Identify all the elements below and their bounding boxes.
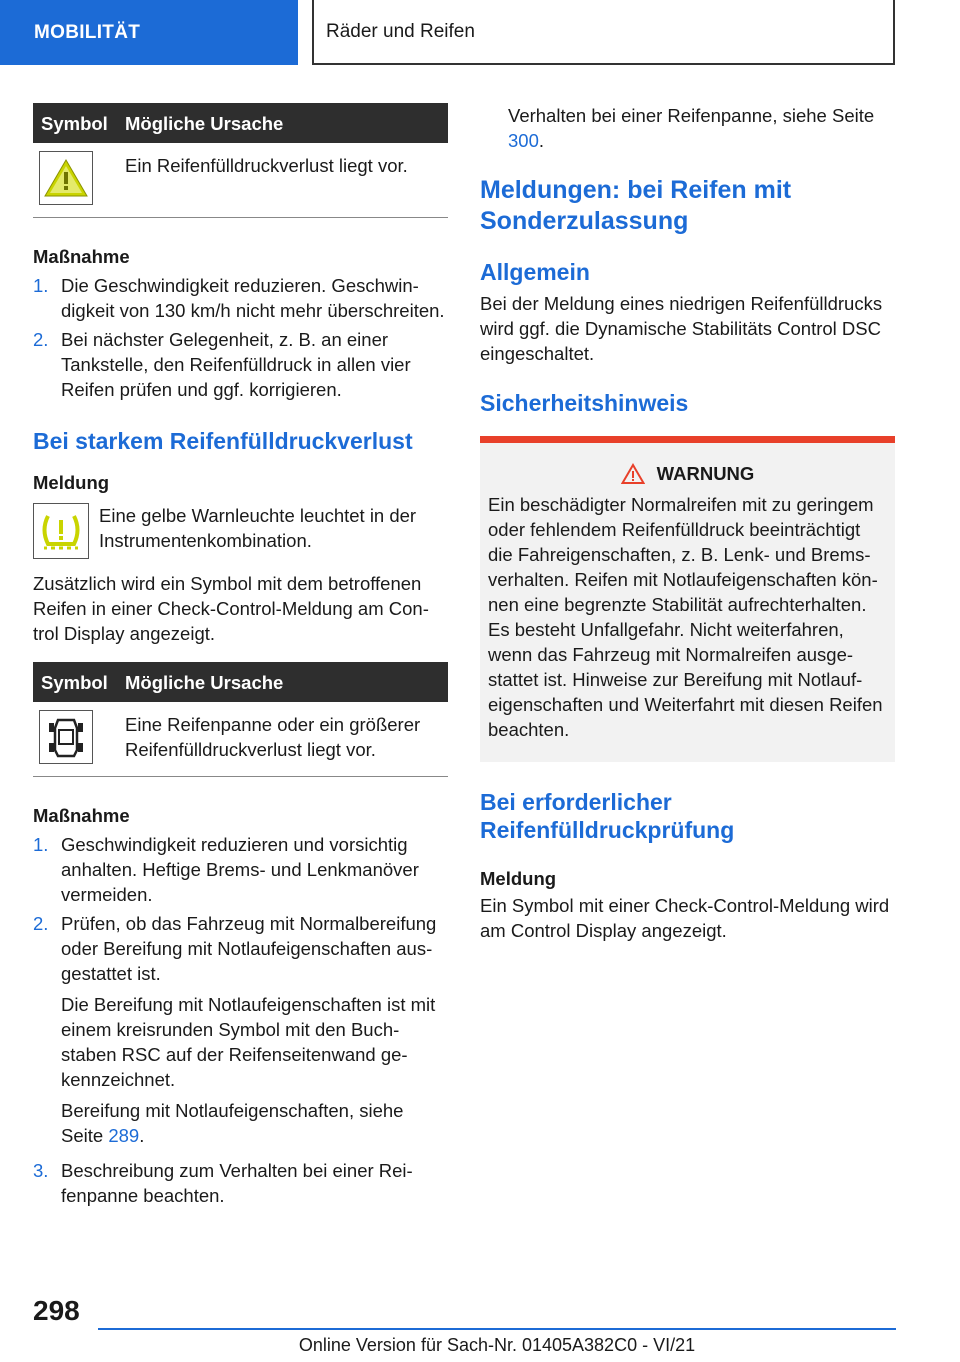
list-item: 3. Beschreibung zum Verhalten bei einer Reifenpanne beachten. xyxy=(33,1160,413,1206)
page-link-300[interactable]: 300 xyxy=(508,130,539,151)
table-row xyxy=(33,143,448,218)
action-heading: Maßnahme xyxy=(33,805,130,826)
left-column xyxy=(33,103,448,1208)
additional-text: Zusätzlich wird ein Symbol mit dem betroffenen Reifen in einer Check-Control-Meldung am Control Display angezeigt. xyxy=(33,573,429,644)
car-tires-icon xyxy=(39,710,93,764)
action-steps-1 xyxy=(33,273,448,402)
section-heading-heavy-loss: Bei starkem Reifenfülldruckverlust xyxy=(33,428,413,454)
message-text: Eine gelbe Warnleuchte leuchtet in der Instrumentenkombination. xyxy=(99,505,417,551)
action-heading: Maßnahme xyxy=(33,246,130,267)
check-message-text: Ein Symbol mit einer Check-Control-Meldung wird am Control Display angezeigt. xyxy=(480,895,890,941)
section-heading-safety: Sicherheitshinweis xyxy=(480,390,689,416)
warning-title: WARNUNG xyxy=(656,463,755,484)
warning-triangle-icon xyxy=(39,151,93,205)
column-header-symbol: Symbol xyxy=(41,112,108,134)
continuation-text: Verhalten bei einer Reifenpanne, siehe Seite 300. xyxy=(508,105,875,151)
warning-triangle-icon xyxy=(621,463,645,485)
cause-text: Eine Reifenpanne oder ein größerer Reifenfülldruckverlust liegt vor. xyxy=(125,714,421,760)
list-item: 2. Bei nächster Gelegenheit, z. B. an einer Tankstelle, den Reifenfülldruck in allen vier Reifen prüfen und ggf. korrigieren. xyxy=(33,329,411,400)
list-item: 2. Prüfen, ob das Fahrzeug mit Normalbereifung oder Bereifung mit Notlaufeigenschaften ausgestattet ist. Die Bereifung mit Notlaufeigenschaften ist mit einem kreisrunden Symbol mit den Buchstaben RSC auf der Reifenseitenwand gekennzeichnet. Bereifung mit Notlaufeigenschaften, siehe Seite 289. xyxy=(33,913,437,1146)
column-header-symbol: Symbol xyxy=(41,671,108,693)
header-chapter-title: Räder und Reifen xyxy=(312,0,895,65)
list-item: 1. Die Geschwindigkeit reduzieren. Geschwindigkeit von 130 km/h nicht mehr überschreiten. xyxy=(33,275,445,321)
tire-pressure-warning-icon xyxy=(33,503,89,559)
general-text: Bei der Meldung eines niedrigen Reifenfülldrucks wird ggf. die Dynamische Stabilitäts Control DSC eingeschaltet. xyxy=(480,293,883,364)
message-heading: Meldung xyxy=(480,868,557,889)
warning-text: Ein beschädigter Normalreifen mit zu geringem oder fehlendem Reifenfülldruck beeinträchtigt die Fahreigenschaften, z. B. Lenk- und Bremsverhalten. Reifen mit Notlaufeigenschaften können eine begrenzte Stabilität aufrechterhalten. Es besteht Unfallgefahr. Nicht weiterfahren, wenn das Fahrzeug mit Normalreifen ausgestattet ist. Hinweise zur Bereifung mit Notlaufeigenschaften und Weiterfahrt mit diesen Reifen beachten. xyxy=(488,494,883,740)
symbol-table-header xyxy=(33,662,448,702)
right-column xyxy=(480,103,895,943)
cause-text: Ein Reifenfülldruckverlust liegt vor. xyxy=(125,155,408,176)
header-section-label: MOBILITÄT xyxy=(0,0,298,65)
list-item: 1. Geschwindigkeit reduzieren und vorsichtig anhalten. Heftige Brems- und Lenkmanöver vermeiden. xyxy=(33,834,419,905)
column-header-cause: Mögliche Ursache xyxy=(125,671,284,693)
action-steps-2 xyxy=(33,832,448,1208)
page-number: 298 xyxy=(33,1295,80,1326)
main-heading: Meldungen: bei Reifen mit Sonderzulassung xyxy=(480,176,792,235)
warning-box xyxy=(480,436,895,762)
footer-version-text: Online Version für Sach-Nr. 01405A382C0 - VI/21 xyxy=(298,1335,696,1355)
page-link-289[interactable]: 289 xyxy=(108,1125,140,1146)
symbol-table-1 xyxy=(33,103,448,218)
message-heading: Meldung xyxy=(33,472,110,493)
footer-divider xyxy=(98,1328,896,1330)
symbol-table-header xyxy=(33,103,448,143)
section-heading-general: Allgemein xyxy=(480,259,590,285)
table-row xyxy=(33,702,448,777)
column-header-cause: Mögliche Ursache xyxy=(125,112,284,134)
message-row xyxy=(33,503,448,559)
symbol-table-2 xyxy=(33,662,448,777)
section-heading-check: Bei erforderlicher Reifenfülldruckprüfung xyxy=(480,789,735,843)
